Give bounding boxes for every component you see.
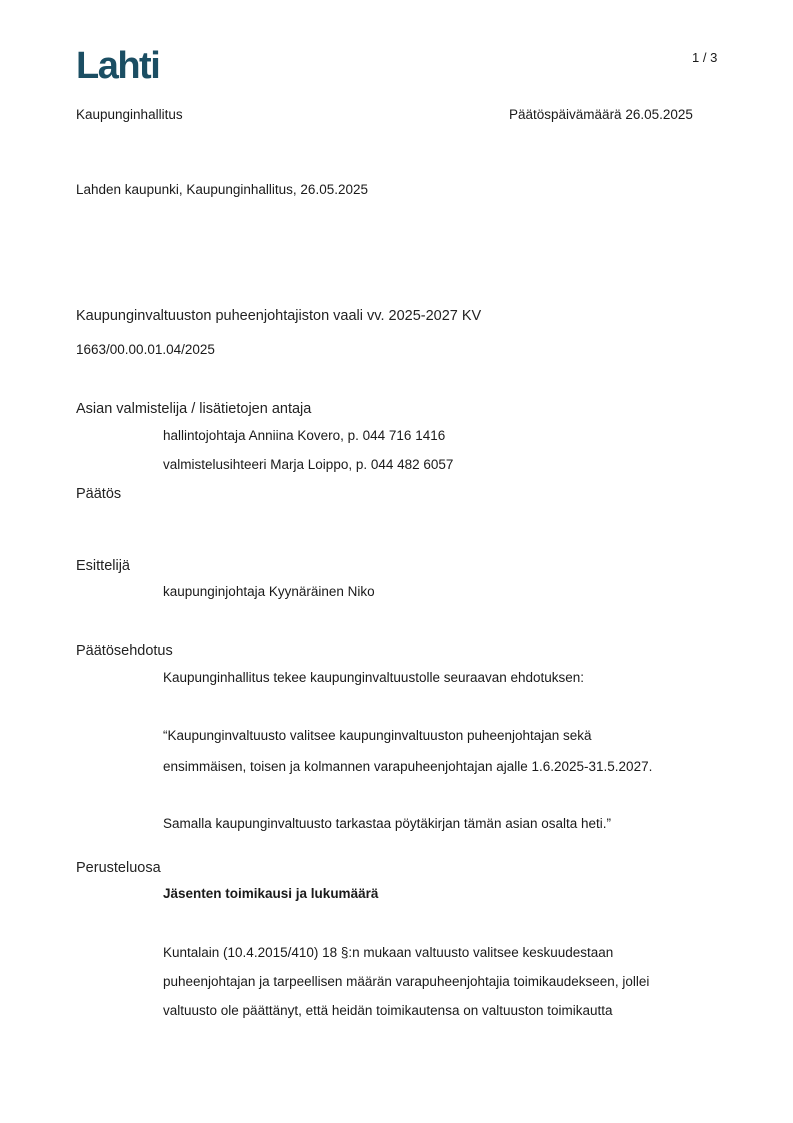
rationale-subheading: Jäsenten toimikausi ja lukumäärä (163, 886, 379, 901)
proposal-quote-line: ensimmäisen, toisen ja kolmannen varapuheenjohtajan ajalle 1.6.2025-31.5.2027. (163, 759, 653, 774)
rationale-line: valtuusto ole päättänyt, että heidän toimikautensa on valtuuston toimikautta (163, 1003, 613, 1018)
decision-heading: Päätös (76, 486, 122, 502)
page-number: 1 / 3 (692, 50, 718, 65)
rationale-heading: Perusteluosa (76, 860, 161, 876)
proposal-heading: Päätösehdotus (76, 643, 173, 659)
rationale-line: Kuntalain (10.4.2015/410) 18 §:n mukaan valtuusto valitsee keskuudestaan (163, 945, 614, 960)
proposal-quote-line: “Kaupunginvaltuusto valitsee kaupunginvaltuuston puheenjohtajan sekä (163, 728, 592, 743)
header-decision-date: Päätöspäivämäärä 26.05.2025 (509, 107, 693, 122)
header-organ: Kaupunginhallitus (76, 107, 183, 122)
record-id: 1663/00.00.01.04/2025 (76, 342, 215, 357)
rationale-line: puheenjohtajan ja tarpeellisen määrän varapuheenjohtajia toimikaudekseen, jollei (163, 974, 650, 989)
preparer-line: valmistelusihteeri Marja Loippo, p. 044 482 6057 (163, 457, 454, 472)
subject-title: Kaupunginvaltuuston puheenjohtajiston vaali vv. 2025-2027 KV (76, 308, 482, 324)
meeting-line: Lahden kaupunki, Kaupunginhallitus, 26.05.2025 (76, 182, 368, 197)
preparer-line: hallintojohtaja Anniina Kovero, p. 044 716 1416 (163, 428, 446, 443)
lahti-logo (76, 44, 168, 84)
svg-text:Lahti: Lahti (76, 45, 160, 84)
presenter-name: kaupunginjohtaja Kyynäräinen Niko (163, 584, 375, 599)
presenter-heading: Esittelijä (76, 558, 130, 574)
preparers-heading: Asian valmistelija / lisätietojen antaja (76, 401, 312, 417)
proposal-intro: Kaupunginhallitus tekee kaupunginvaltuustolle seuraavan ehdotuksen: (163, 670, 585, 685)
proposal-quote-line: Samalla kaupunginvaltuusto tarkastaa pöytäkirjan tämän asian osalta heti.” (163, 816, 612, 831)
